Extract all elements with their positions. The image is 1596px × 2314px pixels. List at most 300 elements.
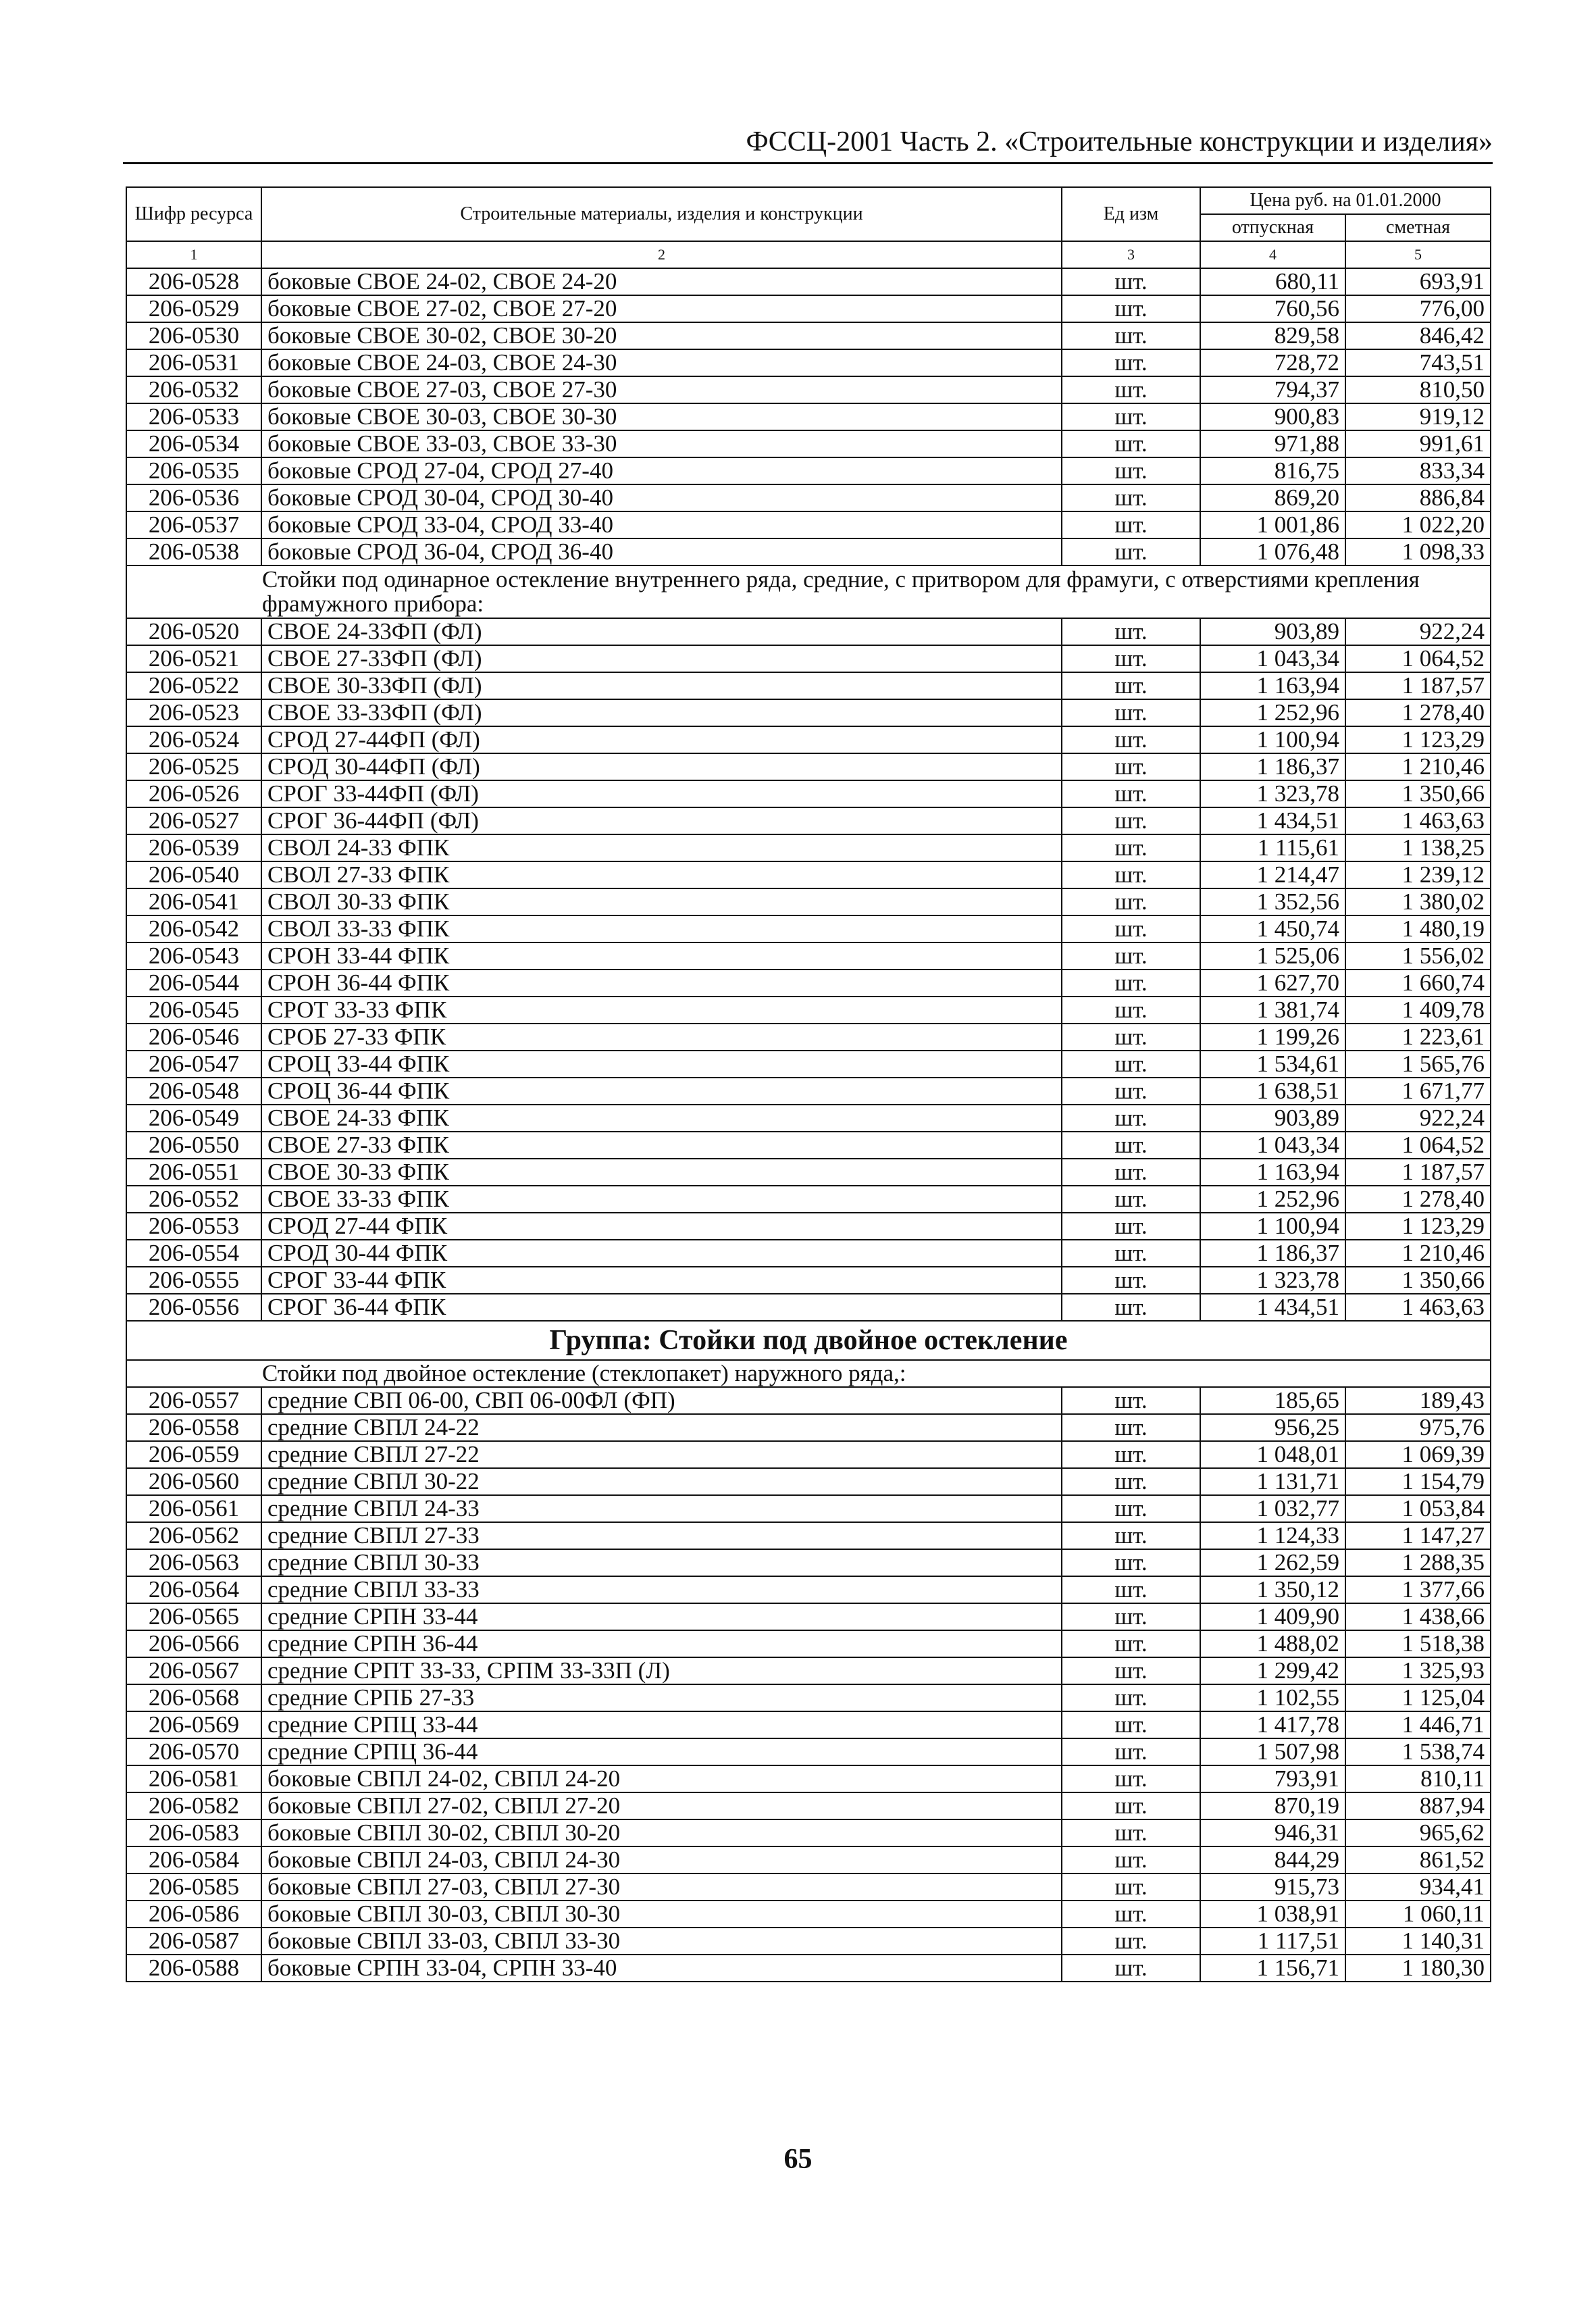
table-row	[126, 888, 1491, 915]
table-row	[126, 1928, 1491, 1955]
table-row	[126, 1819, 1491, 1846]
cell-name: СВОЕ 24-33ФП (ФЛ)	[261, 618, 1062, 645]
cell-wholesale-price: 1 186,37	[1200, 753, 1345, 780]
table-row	[126, 1792, 1491, 1819]
cell-wholesale-price: 844,29	[1200, 1846, 1345, 1873]
cell-name: СВОЕ 33-33ФП (ФЛ)	[261, 699, 1062, 726]
cell-code: 206-0522	[126, 672, 261, 699]
cell-name: средние СВПЛ 24-33	[261, 1495, 1062, 1522]
cell-wholesale-price: 1 488,02	[1200, 1630, 1345, 1657]
cell-wholesale-price: 1 323,78	[1200, 780, 1345, 807]
table-row	[126, 1955, 1491, 1982]
cell-code: 206-0530	[126, 322, 261, 349]
section-heading-row	[126, 1360, 1491, 1387]
cell-name: средние СРПБ 27-33	[261, 1684, 1062, 1711]
cell-code: 206-0527	[126, 807, 261, 834]
table-block-2	[126, 618, 1491, 1321]
cell-code: 206-0557	[126, 1387, 261, 1414]
cell-wholesale-price: 903,89	[1200, 618, 1345, 645]
cell-wholesale-price: 1 434,51	[1200, 1294, 1345, 1321]
cell-code: 206-0539	[126, 834, 261, 861]
cell-code: 206-0544	[126, 970, 261, 997]
cell-code: 206-0550	[126, 1132, 261, 1159]
cell-unit: шт.	[1062, 1846, 1200, 1873]
cell-name: СВОЕ 30-33 ФПК	[261, 1159, 1062, 1186]
cell-estimate-price: 833,34	[1345, 457, 1491, 484]
header-rule	[123, 162, 1493, 164]
table-row	[126, 1603, 1491, 1630]
cell-unit: шт.	[1062, 834, 1200, 861]
cell-unit: шт.	[1062, 1792, 1200, 1819]
cell-code: 206-0547	[126, 1051, 261, 1078]
cell-code: 206-0548	[126, 1078, 261, 1105]
cell-code: 206-0526	[126, 780, 261, 807]
cell-code: 206-0567	[126, 1657, 261, 1684]
cell-code: 206-0556	[126, 1294, 261, 1321]
table-row	[126, 1846, 1491, 1873]
cell-code: 206-0540	[126, 861, 261, 888]
header-wholesale: отпускная	[1200, 214, 1345, 241]
cell-estimate-price: 846,42	[1345, 322, 1491, 349]
cell-estimate-price: 922,24	[1345, 618, 1491, 645]
cell-name: СРОН 36-44 ФПК	[261, 970, 1062, 997]
cell-unit: шт.	[1062, 1711, 1200, 1738]
cell-wholesale-price: 1 350,12	[1200, 1576, 1345, 1603]
cell-estimate-price: 810,50	[1345, 376, 1491, 403]
cell-code: 206-0570	[126, 1738, 261, 1765]
cell-name: боковые СВОЕ 30-03, СВОЕ 30-30	[261, 403, 1062, 430]
cell-code: 206-0534	[126, 430, 261, 457]
cell-name: боковые СВПЛ 27-03, СВПЛ 27-30	[261, 1873, 1062, 1901]
cell-estimate-price: 1 064,52	[1345, 1132, 1491, 1159]
cell-code: 206-0586	[126, 1901, 261, 1928]
table-row	[126, 484, 1491, 511]
cell-unit: шт.	[1062, 349, 1200, 376]
cell-unit: шт.	[1062, 1765, 1200, 1792]
cell-code: 206-0561	[126, 1495, 261, 1522]
cell-estimate-price: 1 210,46	[1345, 1240, 1491, 1267]
cell-unit: шт.	[1062, 726, 1200, 753]
cell-unit: шт.	[1062, 1159, 1200, 1186]
cell-estimate-price: 934,41	[1345, 1873, 1491, 1901]
cell-code: 206-0542	[126, 915, 261, 942]
cell-code: 206-0554	[126, 1240, 261, 1267]
column-number: 5	[1345, 241, 1491, 268]
cell-name: СРОЦ 33-44 ФПК	[261, 1051, 1062, 1078]
cell-unit: шт.	[1062, 645, 1200, 672]
cell-code: 206-0566	[126, 1630, 261, 1657]
table-row	[126, 1267, 1491, 1294]
table-row	[126, 1387, 1491, 1414]
cell-code: 206-0581	[126, 1765, 261, 1792]
cell-wholesale-price: 971,88	[1200, 430, 1345, 457]
cell-code: 206-0558	[126, 1414, 261, 1441]
cell-wholesale-price: 829,58	[1200, 322, 1345, 349]
cell-unit: шт.	[1062, 807, 1200, 834]
cell-estimate-price: 1 064,52	[1345, 645, 1491, 672]
cell-name: боковые СРОД 27-04, СРОД 27-40	[261, 457, 1062, 484]
table-row	[126, 1105, 1491, 1132]
cell-estimate-price: 922,24	[1345, 1105, 1491, 1132]
cell-unit: шт.	[1062, 1549, 1200, 1576]
cell-name: СРОД 27-44ФП (ФЛ)	[261, 726, 1062, 753]
cell-name: СРОН 33-44 ФПК	[261, 942, 1062, 970]
cell-unit: шт.	[1062, 1267, 1200, 1294]
cell-wholesale-price: 816,75	[1200, 457, 1345, 484]
cell-code: 206-0560	[126, 1468, 261, 1495]
table-row	[126, 349, 1491, 376]
cell-wholesale-price: 903,89	[1200, 1105, 1345, 1132]
group-heading-row	[126, 1321, 1491, 1360]
table-row	[126, 618, 1491, 645]
cell-wholesale-price: 1 525,06	[1200, 942, 1345, 970]
table-row	[126, 1549, 1491, 1576]
table-row	[126, 322, 1491, 349]
header-name: Строительные материалы, изделия и конструкции	[261, 187, 1062, 241]
cell-unit: шт.	[1062, 1576, 1200, 1603]
cell-name: боковые СВОЕ 30-02, СВОЕ 30-20	[261, 322, 1062, 349]
cell-name: СВОЛ 30-33 ФПК	[261, 888, 1062, 915]
cell-unit: шт.	[1062, 376, 1200, 403]
table-row	[126, 1765, 1491, 1792]
cell-estimate-price: 919,12	[1345, 403, 1491, 430]
cell-code: 206-0538	[126, 538, 261, 565]
table-row	[126, 726, 1491, 753]
table-row	[126, 430, 1491, 457]
table-row	[126, 1738, 1491, 1765]
cell-unit: шт.	[1062, 699, 1200, 726]
cell-unit: шт.	[1062, 915, 1200, 942]
cell-wholesale-price: 1 252,96	[1200, 699, 1345, 726]
cell-unit: шт.	[1062, 1051, 1200, 1078]
table-row	[126, 970, 1491, 997]
cell-code: 206-0555	[126, 1267, 261, 1294]
cell-unit: шт.	[1062, 322, 1200, 349]
cell-wholesale-price: 900,83	[1200, 403, 1345, 430]
table-row	[126, 1901, 1491, 1928]
section-heading: Стойки под одинарное остекление внутреннего ряда, средние, с притвором для фрамуги, с отверстиями крепления фрамужного прибора:	[126, 565, 1491, 618]
cell-name: средние СВПЛ 30-33	[261, 1549, 1062, 1576]
cell-code: 206-0520	[126, 618, 261, 645]
cell-wholesale-price: 1 124,33	[1200, 1522, 1345, 1549]
cell-wholesale-price: 1 214,47	[1200, 861, 1345, 888]
cell-estimate-price: 1 671,77	[1345, 1078, 1491, 1105]
cell-wholesale-price: 870,19	[1200, 1792, 1345, 1819]
cell-unit: шт.	[1062, 1522, 1200, 1549]
cell-name: боковые СВОЕ 24-03, СВОЕ 24-30	[261, 349, 1062, 376]
cell-estimate-price: 189,43	[1345, 1387, 1491, 1414]
cell-estimate-price: 693,91	[1345, 268, 1491, 295]
table-row	[126, 295, 1491, 322]
cell-unit: шт.	[1062, 1078, 1200, 1105]
table-header-row	[126, 187, 1491, 214]
cell-unit: шт.	[1062, 753, 1200, 780]
table-row	[126, 997, 1491, 1024]
cell-unit: шт.	[1062, 538, 1200, 565]
section-heading: Стойки под двойное остекление (стеклопакет) наружного ряда,:	[126, 1360, 1491, 1387]
cell-wholesale-price: 1 038,91	[1200, 1901, 1345, 1928]
cell-wholesale-price: 869,20	[1200, 484, 1345, 511]
cell-unit: шт.	[1062, 1468, 1200, 1495]
cell-wholesale-price: 1 199,26	[1200, 1024, 1345, 1051]
cell-estimate-price: 810,11	[1345, 1765, 1491, 1792]
cell-wholesale-price: 793,91	[1200, 1765, 1345, 1792]
cell-name: боковые СРПН 33-04, СРПН 33-40	[261, 1955, 1062, 1982]
cell-unit: шт.	[1062, 1294, 1200, 1321]
cell-unit: шт.	[1062, 1495, 1200, 1522]
cell-code: 206-0583	[126, 1819, 261, 1846]
cell-unit: шт.	[1062, 997, 1200, 1024]
cell-name: СРОД 27-44 ФПК	[261, 1213, 1062, 1240]
cell-unit: шт.	[1062, 430, 1200, 457]
table-row	[126, 1441, 1491, 1468]
cell-unit: шт.	[1062, 861, 1200, 888]
table-row	[126, 1711, 1491, 1738]
cell-estimate-price: 1 438,66	[1345, 1603, 1491, 1630]
table-row	[126, 645, 1491, 672]
cell-name: СВОЕ 33-33 ФПК	[261, 1186, 1062, 1213]
cell-estimate-price: 1 380,02	[1345, 888, 1491, 915]
cell-unit: шт.	[1062, 672, 1200, 699]
table-row	[126, 1186, 1491, 1213]
cell-estimate-price: 1 123,29	[1345, 726, 1491, 753]
cell-code: 206-0559	[126, 1441, 261, 1468]
table-row	[126, 1051, 1491, 1078]
cell-unit: шт.	[1062, 1819, 1200, 1846]
cell-estimate-price: 1 147,27	[1345, 1522, 1491, 1549]
cell-unit: шт.	[1062, 484, 1200, 511]
table-row	[126, 1024, 1491, 1051]
cell-code: 206-0562	[126, 1522, 261, 1549]
cell-estimate-price: 1 660,74	[1345, 970, 1491, 997]
cell-name: боковые СВПЛ 27-02, СВПЛ 27-20	[261, 1792, 1062, 1819]
cell-unit: шт.	[1062, 1603, 1200, 1630]
cell-estimate-price: 776,00	[1345, 295, 1491, 322]
cell-code: 206-0537	[126, 511, 261, 538]
table-row	[126, 861, 1491, 888]
cell-unit: шт.	[1062, 268, 1200, 295]
cell-unit: шт.	[1062, 457, 1200, 484]
cell-wholesale-price: 1 163,94	[1200, 1159, 1345, 1186]
cell-estimate-price: 1 223,61	[1345, 1024, 1491, 1051]
cell-code: 206-0521	[126, 645, 261, 672]
table-row	[126, 1495, 1491, 1522]
cell-estimate-price: 1 325,93	[1345, 1657, 1491, 1684]
table-row	[126, 1159, 1491, 1186]
cell-name: СРОД 30-44ФП (ФЛ)	[261, 753, 1062, 780]
cell-name: боковые СВОЕ 27-02, СВОЕ 27-20	[261, 295, 1062, 322]
cell-name: средние СВПЛ 24-22	[261, 1414, 1062, 1441]
cell-estimate-price: 1 409,78	[1345, 997, 1491, 1024]
cell-unit: шт.	[1062, 1240, 1200, 1267]
cell-wholesale-price: 1 100,94	[1200, 1213, 1345, 1240]
cell-name: боковые СРОД 33-04, СРОД 33-40	[261, 511, 1062, 538]
table-row	[126, 1576, 1491, 1603]
table-row	[126, 1132, 1491, 1159]
cell-wholesale-price: 1 100,94	[1200, 726, 1345, 753]
cell-code: 206-0543	[126, 942, 261, 970]
cell-unit: шт.	[1062, 1657, 1200, 1684]
cell-name: СРОГ 36-44ФП (ФЛ)	[261, 807, 1062, 834]
cell-estimate-price: 1 123,29	[1345, 1213, 1491, 1240]
cell-wholesale-price: 1 186,37	[1200, 1240, 1345, 1267]
cell-wholesale-price: 1 001,86	[1200, 511, 1345, 538]
cell-estimate-price: 1 288,35	[1345, 1549, 1491, 1576]
cell-estimate-price: 1 518,38	[1345, 1630, 1491, 1657]
cell-wholesale-price: 1 638,51	[1200, 1078, 1345, 1105]
cell-name: боковые СВПЛ 30-03, СВПЛ 30-30	[261, 1901, 1062, 1928]
cell-code: 206-0535	[126, 457, 261, 484]
cell-name: средние СРПН 33-44	[261, 1603, 1062, 1630]
table-row	[126, 834, 1491, 861]
cell-estimate-price: 861,52	[1345, 1846, 1491, 1873]
cell-unit: шт.	[1062, 1738, 1200, 1765]
table-row	[126, 1294, 1491, 1321]
group-heading: Группа: Стойки под двойное остекление	[126, 1321, 1491, 1360]
cell-estimate-price: 887,94	[1345, 1792, 1491, 1819]
table-row	[126, 1684, 1491, 1711]
cell-wholesale-price: 1 043,34	[1200, 645, 1345, 672]
table-block-1	[126, 268, 1491, 565]
cell-wholesale-price: 680,11	[1200, 268, 1345, 295]
column-number: 1	[126, 241, 261, 268]
cell-estimate-price: 1 463,63	[1345, 1294, 1491, 1321]
cell-name: СРОЦ 36-44 ФПК	[261, 1078, 1062, 1105]
cell-estimate-price: 1 377,66	[1345, 1576, 1491, 1603]
page-number: 65	[783, 2144, 813, 2175]
table-row	[126, 699, 1491, 726]
cell-name: боковые СВОЕ 27-03, СВОЕ 27-30	[261, 376, 1062, 403]
cell-code: 206-0582	[126, 1792, 261, 1819]
cell-wholesale-price: 760,56	[1200, 295, 1345, 322]
cell-wholesale-price: 185,65	[1200, 1387, 1345, 1414]
cell-wholesale-price: 1 043,34	[1200, 1132, 1345, 1159]
cell-estimate-price: 1 180,30	[1345, 1955, 1491, 1982]
cell-estimate-price: 1 210,46	[1345, 753, 1491, 780]
cell-name: боковые СВПЛ 30-02, СВПЛ 30-20	[261, 1819, 1062, 1846]
cell-unit: шт.	[1062, 1387, 1200, 1414]
table-row	[126, 268, 1491, 295]
cell-code: 206-0523	[126, 699, 261, 726]
cell-name: боковые СРОД 30-04, СРОД 30-40	[261, 484, 1062, 511]
cell-code: 206-0545	[126, 997, 261, 1024]
cell-estimate-price: 1 350,66	[1345, 1267, 1491, 1294]
cell-unit: шт.	[1062, 1105, 1200, 1132]
cell-wholesale-price: 1 434,51	[1200, 807, 1345, 834]
cell-code: 206-0564	[126, 1576, 261, 1603]
table-row	[126, 942, 1491, 970]
cell-wholesale-price: 1 417,78	[1200, 1711, 1345, 1738]
cell-unit: шт.	[1062, 1873, 1200, 1901]
cell-wholesale-price: 1 299,42	[1200, 1657, 1345, 1684]
cell-unit: шт.	[1062, 1684, 1200, 1711]
cell-wholesale-price: 946,31	[1200, 1819, 1345, 1846]
cell-name: СРОД 30-44 ФПК	[261, 1240, 1062, 1267]
cell-code: 206-0584	[126, 1846, 261, 1873]
cell-wholesale-price: 1 115,61	[1200, 834, 1345, 861]
header-price-group: Цена руб. на 01.01.2000	[1200, 187, 1491, 214]
cell-code: 206-0552	[126, 1186, 261, 1213]
cell-code: 206-0536	[126, 484, 261, 511]
cell-wholesale-price: 1 032,77	[1200, 1495, 1345, 1522]
cell-name: средние СВПЛ 30-22	[261, 1468, 1062, 1495]
table-row	[126, 1213, 1491, 1240]
cell-name: СВОЕ 27-33 ФПК	[261, 1132, 1062, 1159]
column-number: 3	[1062, 241, 1200, 268]
table-row	[126, 1414, 1491, 1441]
cell-name: средние СРПЦ 36-44	[261, 1738, 1062, 1765]
cell-unit: шт.	[1062, 1901, 1200, 1928]
cell-code: 206-0529	[126, 295, 261, 322]
cell-wholesale-price: 1 076,48	[1200, 538, 1345, 565]
cell-unit: шт.	[1062, 1441, 1200, 1468]
cell-unit: шт.	[1062, 1955, 1200, 1982]
cell-name: средние СВПЛ 27-33	[261, 1522, 1062, 1549]
table-row	[126, 1873, 1491, 1901]
cell-estimate-price: 1 350,66	[1345, 780, 1491, 807]
table-row	[126, 511, 1491, 538]
cell-name: боковые СРОД 36-04, СРОД 36-40	[261, 538, 1062, 565]
cell-code: 206-0568	[126, 1684, 261, 1711]
cell-code: 206-0553	[126, 1213, 261, 1240]
cell-wholesale-price: 1 252,96	[1200, 1186, 1345, 1213]
cell-unit: шт.	[1062, 1024, 1200, 1051]
cell-code: 206-0549	[126, 1105, 261, 1132]
table-row	[126, 1240, 1491, 1267]
cell-name: средние СРПТ 33-33, СРПМ 33-33П (Л)	[261, 1657, 1062, 1684]
group-section	[126, 1321, 1491, 1387]
cell-code: 206-0531	[126, 349, 261, 376]
cell-estimate-price: 1 538,74	[1345, 1738, 1491, 1765]
cell-code: 206-0569	[126, 1711, 261, 1738]
cell-name: СВОЕ 30-33ФП (ФЛ)	[261, 672, 1062, 699]
cell-estimate-price: 1 278,40	[1345, 699, 1491, 726]
cell-estimate-price: 886,84	[1345, 484, 1491, 511]
table-row	[126, 1522, 1491, 1549]
cell-name: СВОЛ 27-33 ФПК	[261, 861, 1062, 888]
table-row	[126, 1630, 1491, 1657]
cell-wholesale-price: 1 627,70	[1200, 970, 1345, 997]
cell-code: 206-0587	[126, 1928, 261, 1955]
cell-unit: шт.	[1062, 1213, 1200, 1240]
header-unit: Ед изм	[1062, 187, 1200, 241]
cell-estimate-price: 1 187,57	[1345, 1159, 1491, 1186]
cell-estimate-price: 1 125,04	[1345, 1684, 1491, 1711]
section-heading-row	[126, 565, 1491, 618]
section-1	[126, 565, 1491, 618]
header-code: Шифр ресурса	[126, 187, 261, 241]
cell-wholesale-price: 1 262,59	[1200, 1549, 1345, 1576]
cell-wholesale-price: 1 102,55	[1200, 1684, 1345, 1711]
cell-estimate-price: 1 138,25	[1345, 834, 1491, 861]
table-row	[126, 1468, 1491, 1495]
cell-unit: шт.	[1062, 618, 1200, 645]
cell-code: 206-0525	[126, 753, 261, 780]
cell-name: боковые СВПЛ 24-02, СВПЛ 24-20	[261, 1765, 1062, 1792]
table-row	[126, 807, 1491, 834]
cell-name: СВОЛ 24-33 ФПК	[261, 834, 1062, 861]
cell-name: СРОБ 27-33 ФПК	[261, 1024, 1062, 1051]
cell-estimate-price: 1 556,02	[1345, 942, 1491, 970]
cell-unit: шт.	[1062, 1928, 1200, 1955]
cell-code: 206-0524	[126, 726, 261, 753]
cell-wholesale-price: 1 048,01	[1200, 1441, 1345, 1468]
cell-unit: шт.	[1062, 1414, 1200, 1441]
cell-name: боковые СВОЕ 33-03, СВОЕ 33-30	[261, 430, 1062, 457]
cell-name: СВОЛ 33-33 ФПК	[261, 915, 1062, 942]
cell-code: 206-0528	[126, 268, 261, 295]
cell-estimate-price: 975,76	[1345, 1414, 1491, 1441]
